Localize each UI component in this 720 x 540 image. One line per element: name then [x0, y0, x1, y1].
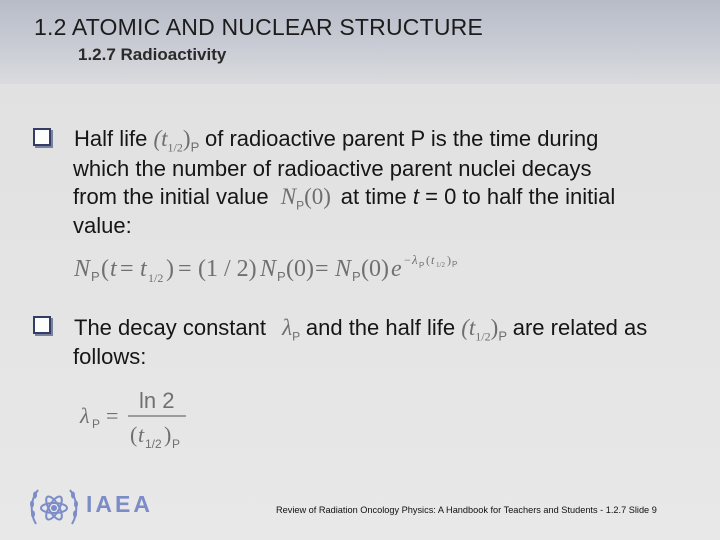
iaea-logo-text: IAEA	[86, 491, 153, 517]
bullet1-line3-var: t	[412, 184, 419, 209]
svg-text:=: =	[315, 256, 329, 282]
slide-header	[0, 0, 720, 84]
svg-text:P: P	[172, 437, 181, 451]
svg-text:P: P	[419, 261, 425, 270]
bullet1-line4: value:	[73, 213, 132, 238]
svg-text:−: −	[404, 253, 411, 267]
halflife-open: (t	[153, 126, 168, 151]
halflife2-close: )	[490, 315, 499, 340]
halflife-close: )	[182, 126, 191, 151]
bullet1-text-b: of radioactive parent P is the time during	[204, 126, 599, 151]
svg-text:e: e	[391, 256, 402, 282]
lambda-symbol	[282, 315, 306, 344]
halflife-p: P	[190, 139, 200, 155]
svg-text:=: =	[120, 256, 134, 282]
bullet1-line3-pre: at time	[340, 184, 407, 209]
svg-text:P: P	[277, 269, 286, 284]
svg-text:ln 2: ln 2	[139, 388, 175, 413]
bullet1-line3	[73, 182, 615, 221]
checkbox-bullet-icon	[33, 316, 51, 334]
slide-title: 1.2 ATOMIC AND NUCLEAR STRUCTURE	[34, 14, 484, 40]
bullet1-line2: which the number of radioactive parent nuclei decays	[73, 156, 592, 181]
svg-text:t: t	[431, 253, 435, 267]
svg-text:t: t	[110, 256, 117, 282]
svg-text:P: P	[91, 269, 100, 284]
halflife-symbol-2	[461, 315, 513, 344]
svg-text:): )	[166, 256, 174, 282]
svg-text:=: =	[178, 256, 192, 282]
bullet2-text-a: The decay constant	[74, 315, 267, 340]
lambda-equation	[76, 384, 206, 456]
np0-n: N	[280, 184, 297, 209]
svg-text:N: N	[260, 256, 277, 282]
slide-subtitle: 1.2.7 Radioactivity	[78, 45, 227, 64]
bullet1-line3-a: from the initial value	[73, 184, 269, 209]
svg-text:(0): (0)	[361, 256, 389, 282]
halflife-symbol	[153, 126, 205, 155]
svg-text:1/2: 1/2	[436, 261, 445, 269]
bullet1-text-a: Half life	[74, 126, 148, 151]
svg-text:(0): (0)	[286, 256, 314, 282]
halflife-equation	[70, 246, 480, 288]
np0-arg: (0)	[304, 184, 331, 209]
svg-text:=: =	[106, 403, 119, 428]
halflife2-p: P	[498, 328, 507, 344]
bullet1-line3-post: = 0 to half the initial	[425, 184, 616, 209]
svg-text:): )	[447, 253, 451, 267]
svg-text:1/2: 1/2	[148, 271, 164, 285]
halflife-sub: 1/2	[167, 140, 183, 155]
svg-text:P: P	[452, 260, 458, 269]
svg-text:(: (	[101, 256, 109, 282]
iaea-atom-wreath-icon	[28, 484, 80, 532]
np0-sub: P	[296, 198, 305, 213]
footer-citation: Review of Radiation Oncology Physics: A Handbook for Teachers and Students - 1.2.7 Slide 9	[276, 505, 657, 515]
lambda-sub: P	[292, 329, 301, 344]
svg-text:N: N	[74, 256, 91, 282]
checkbox-bullet-icon	[33, 128, 51, 146]
svg-text:t: t	[138, 422, 145, 447]
bullet2-line1	[74, 313, 647, 352]
svg-text:P: P	[352, 269, 361, 284]
svg-text:λ: λ	[412, 252, 418, 267]
svg-text:t: t	[140, 256, 147, 282]
svg-text:P: P	[92, 417, 101, 431]
bullet2-text-c: are related as	[512, 315, 648, 340]
halflife2-sub: 1/2	[475, 329, 491, 344]
svg-text:(: (	[130, 422, 138, 447]
svg-text:(: (	[426, 253, 430, 267]
halflife2-open: (t	[461, 315, 476, 340]
svg-text:N: N	[335, 256, 352, 282]
svg-text:): )	[164, 422, 172, 447]
svg-text:(1 / 2): (1 / 2)	[198, 256, 257, 282]
np0-symbol	[280, 184, 337, 213]
bullet2-line2: follows:	[73, 344, 147, 369]
svg-text:1/2: 1/2	[145, 437, 162, 451]
svg-text:λ: λ	[80, 403, 90, 428]
lambda-char: λ	[282, 315, 293, 340]
bullet2-text-b: and the half life	[305, 315, 456, 340]
